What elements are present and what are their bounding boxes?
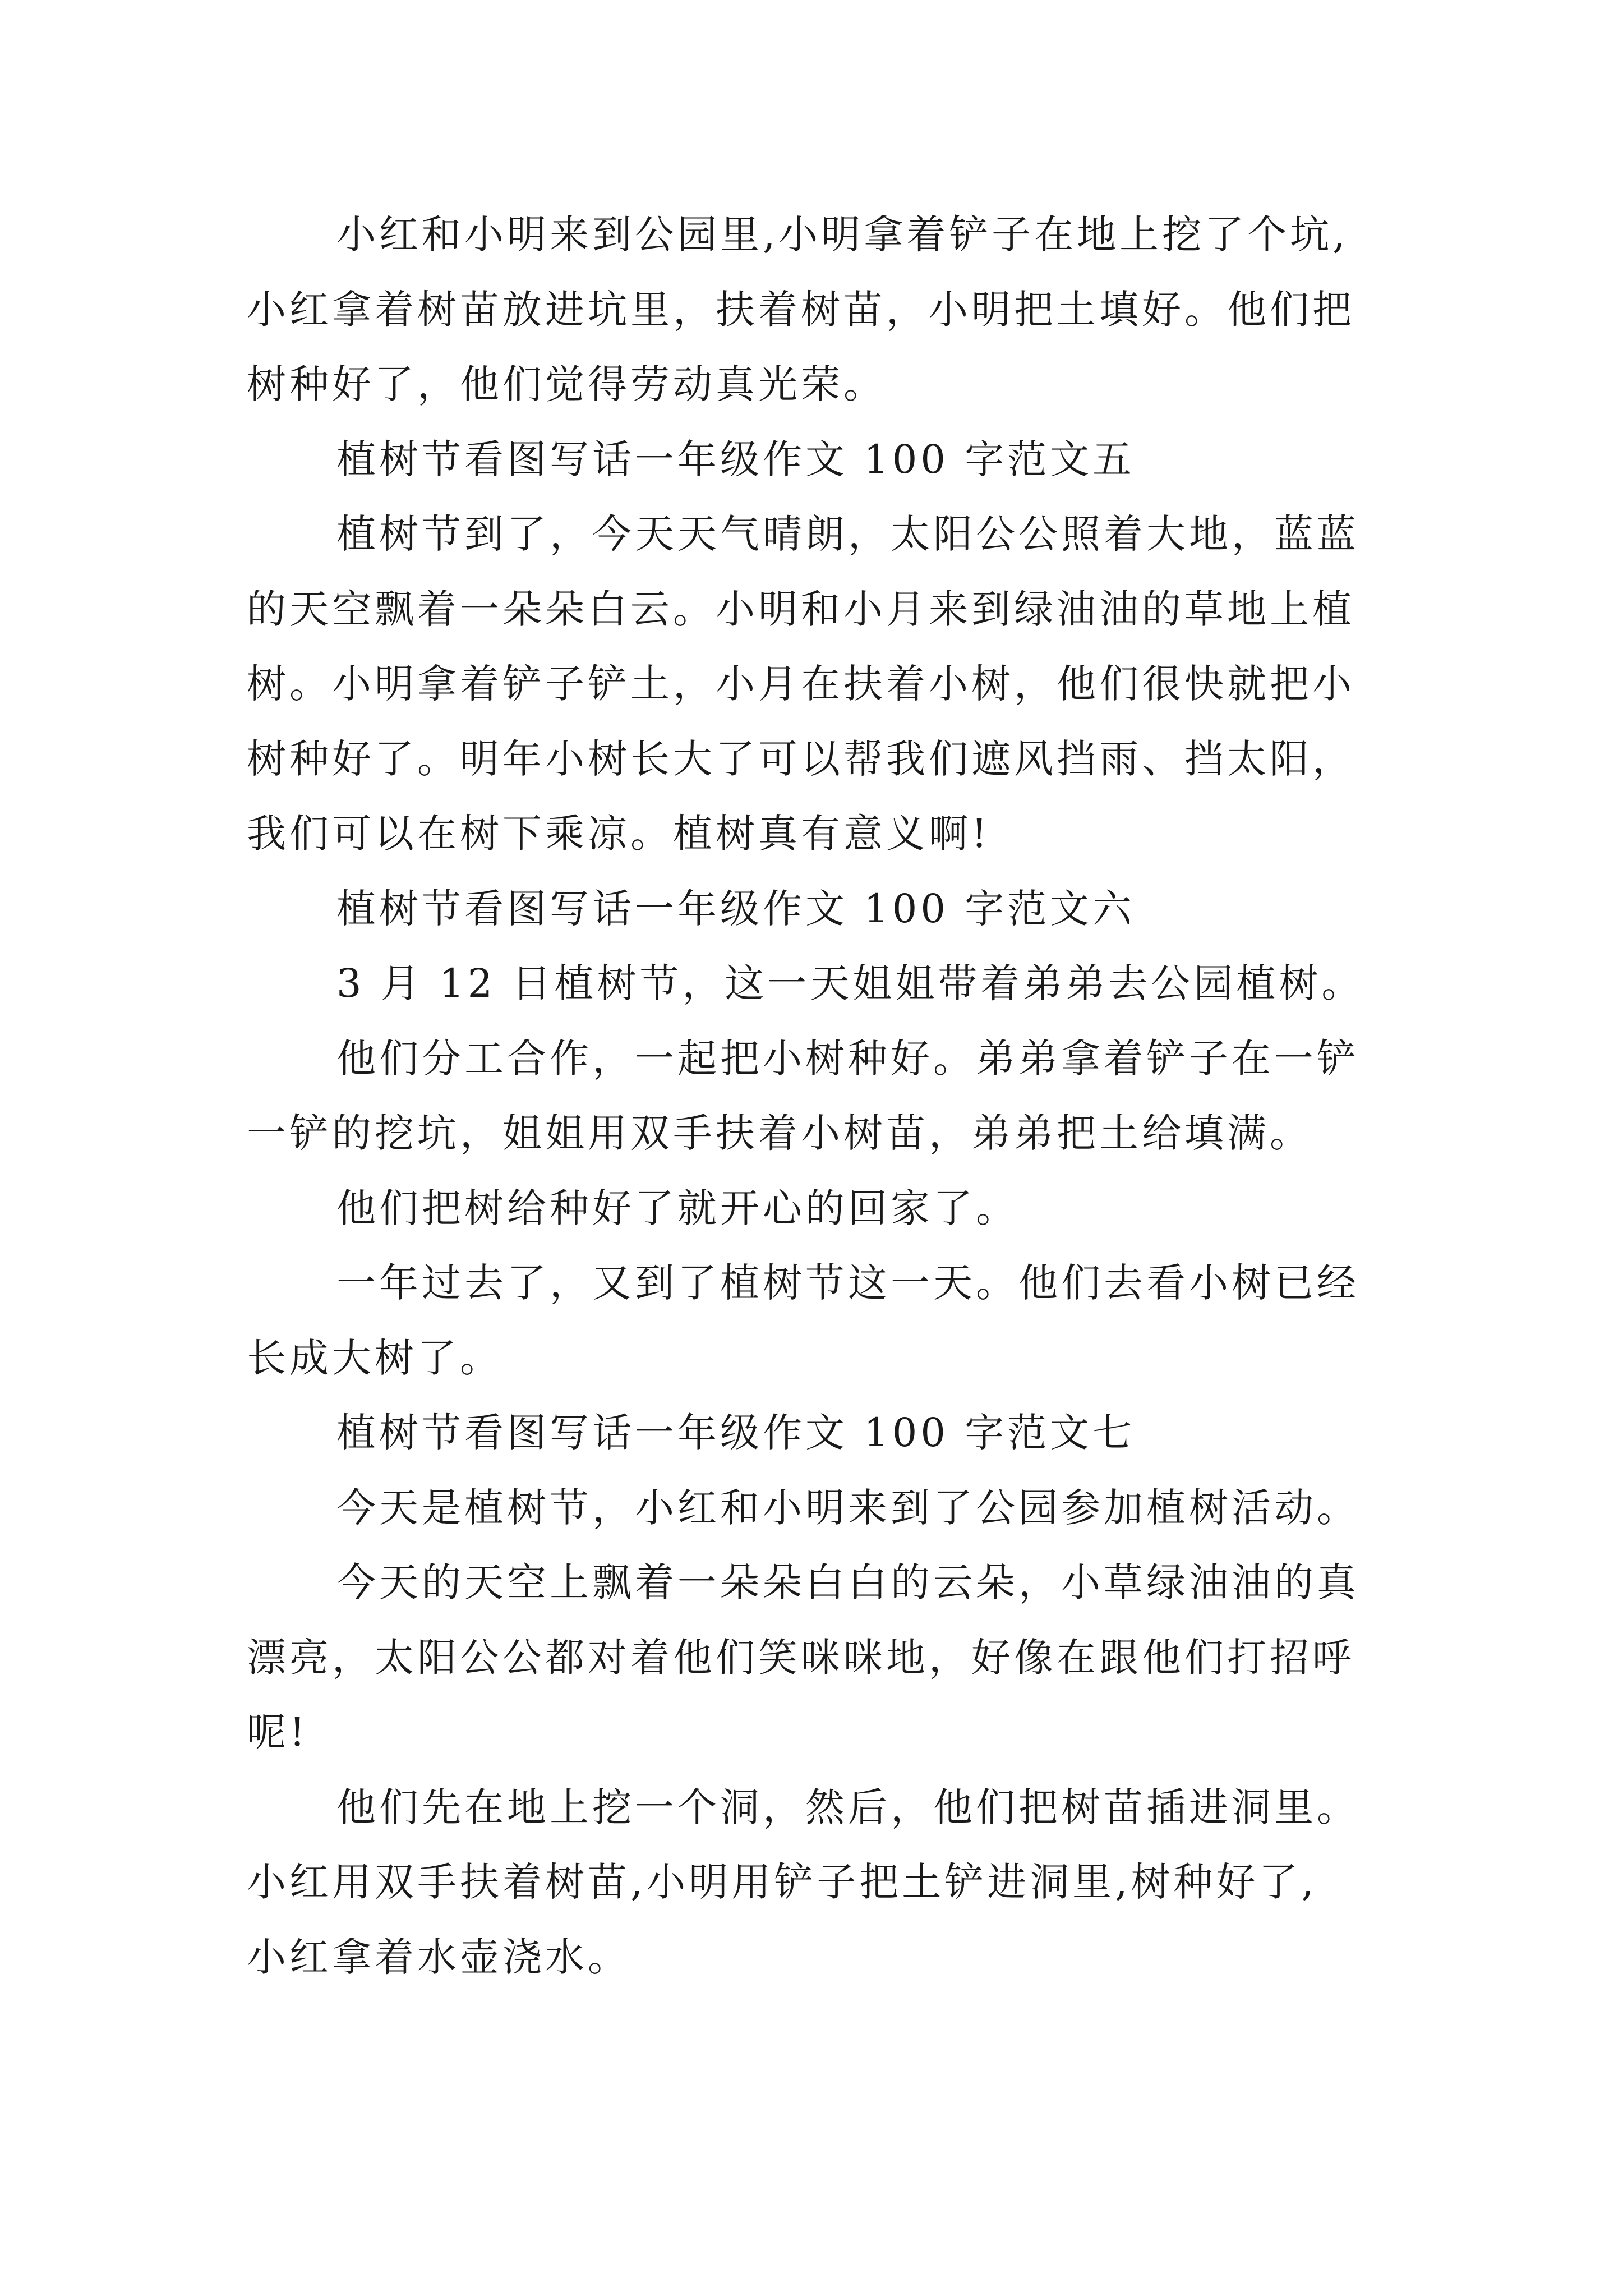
- text-line: 的天空飘着一朵朵白云。小明和小月来到绿油油的草地上植: [247, 586, 1355, 632]
- text-line: 树种好了。明年小树长大了可以帮我们遮风挡雨、挡太阳，: [247, 735, 1355, 782]
- text-line: 他们先在地上挖一个洞，然后，他们把树苗插进洞里。: [336, 1784, 1359, 1830]
- document-body: [247, 197, 1436, 1995]
- paragraph: [247, 1022, 1436, 1171]
- text-line: 植树节到了，今天天气晴朗，太阳公公照着大地，蓝蓝: [336, 511, 1359, 557]
- text-line: 树种好了，他们觉得劳动真光荣。: [247, 361, 886, 407]
- paragraph: [247, 946, 1436, 1022]
- section-heading: 植树节看图写话一年级作文 100 字范文五: [336, 436, 1136, 482]
- section-heading: 植树节看图写话一年级作文 100 字范文七: [336, 1410, 1136, 1456]
- paragraph: [247, 1246, 1436, 1396]
- text-line: 漂亮，太阳公公都对着他们笑咪咪地，好像在跟他们打招呼: [247, 1634, 1355, 1681]
- text-line: 小红和小明来到公园里,小明拿着铲子在地上挖了个坑,: [336, 211, 1349, 257]
- text-line: 树。小明拿着铲子铲土，小月在扶着小树，他们很快就把小: [247, 661, 1355, 707]
- paragraph: [247, 197, 1436, 422]
- paragraph: [247, 497, 1436, 872]
- text-line: 他们把树给种好了就开心的回家了。: [336, 1185, 1018, 1231]
- section-heading: 植树节看图写话一年级作文 100 字范文六: [336, 885, 1136, 932]
- text-line: 小红拿着水壶浇水。: [247, 1934, 630, 1980]
- text-line: 我们可以在树下乘凉。植树真有意义啊!: [247, 811, 991, 857]
- text-line: 一铲的挖坑，姐姐用双手扶着小树苗，弟弟把土给填满。: [247, 1110, 1312, 1156]
- text-line: 小红拿着树苗放进坑里，扶着树苗，小明把土填好。他们把: [247, 286, 1355, 333]
- text-line: 一年过去了，又到了植树节这一天。他们去看小树已经: [336, 1260, 1359, 1306]
- text-line: 长成大树了。: [247, 1335, 502, 1381]
- text-line: 他们分工合作，一起把小树种好。弟弟拿着铲子在一铲: [336, 1035, 1359, 1082]
- text-line: 今天的天空上飘着一朵朵白白的云朵，小草绿油油的真: [336, 1559, 1359, 1605]
- text-line: 3 月 12 日植树节，这一天姐姐带着弟弟去公园植树。: [336, 960, 1364, 1006]
- paragraph: [247, 1545, 1436, 1770]
- text-line: 呢!: [247, 1709, 309, 1755]
- paragraph: [247, 1770, 1436, 1995]
- paragraph: [247, 1471, 1436, 1546]
- paragraph: [247, 1171, 1436, 1246]
- text-line: 今天是植树节，小红和小明来到了公园参加植树活动。: [336, 1484, 1359, 1531]
- text-line: 小红用双手扶着树苗,小明用铲子把土铲进洞里,树种好了,: [247, 1859, 1317, 1905]
